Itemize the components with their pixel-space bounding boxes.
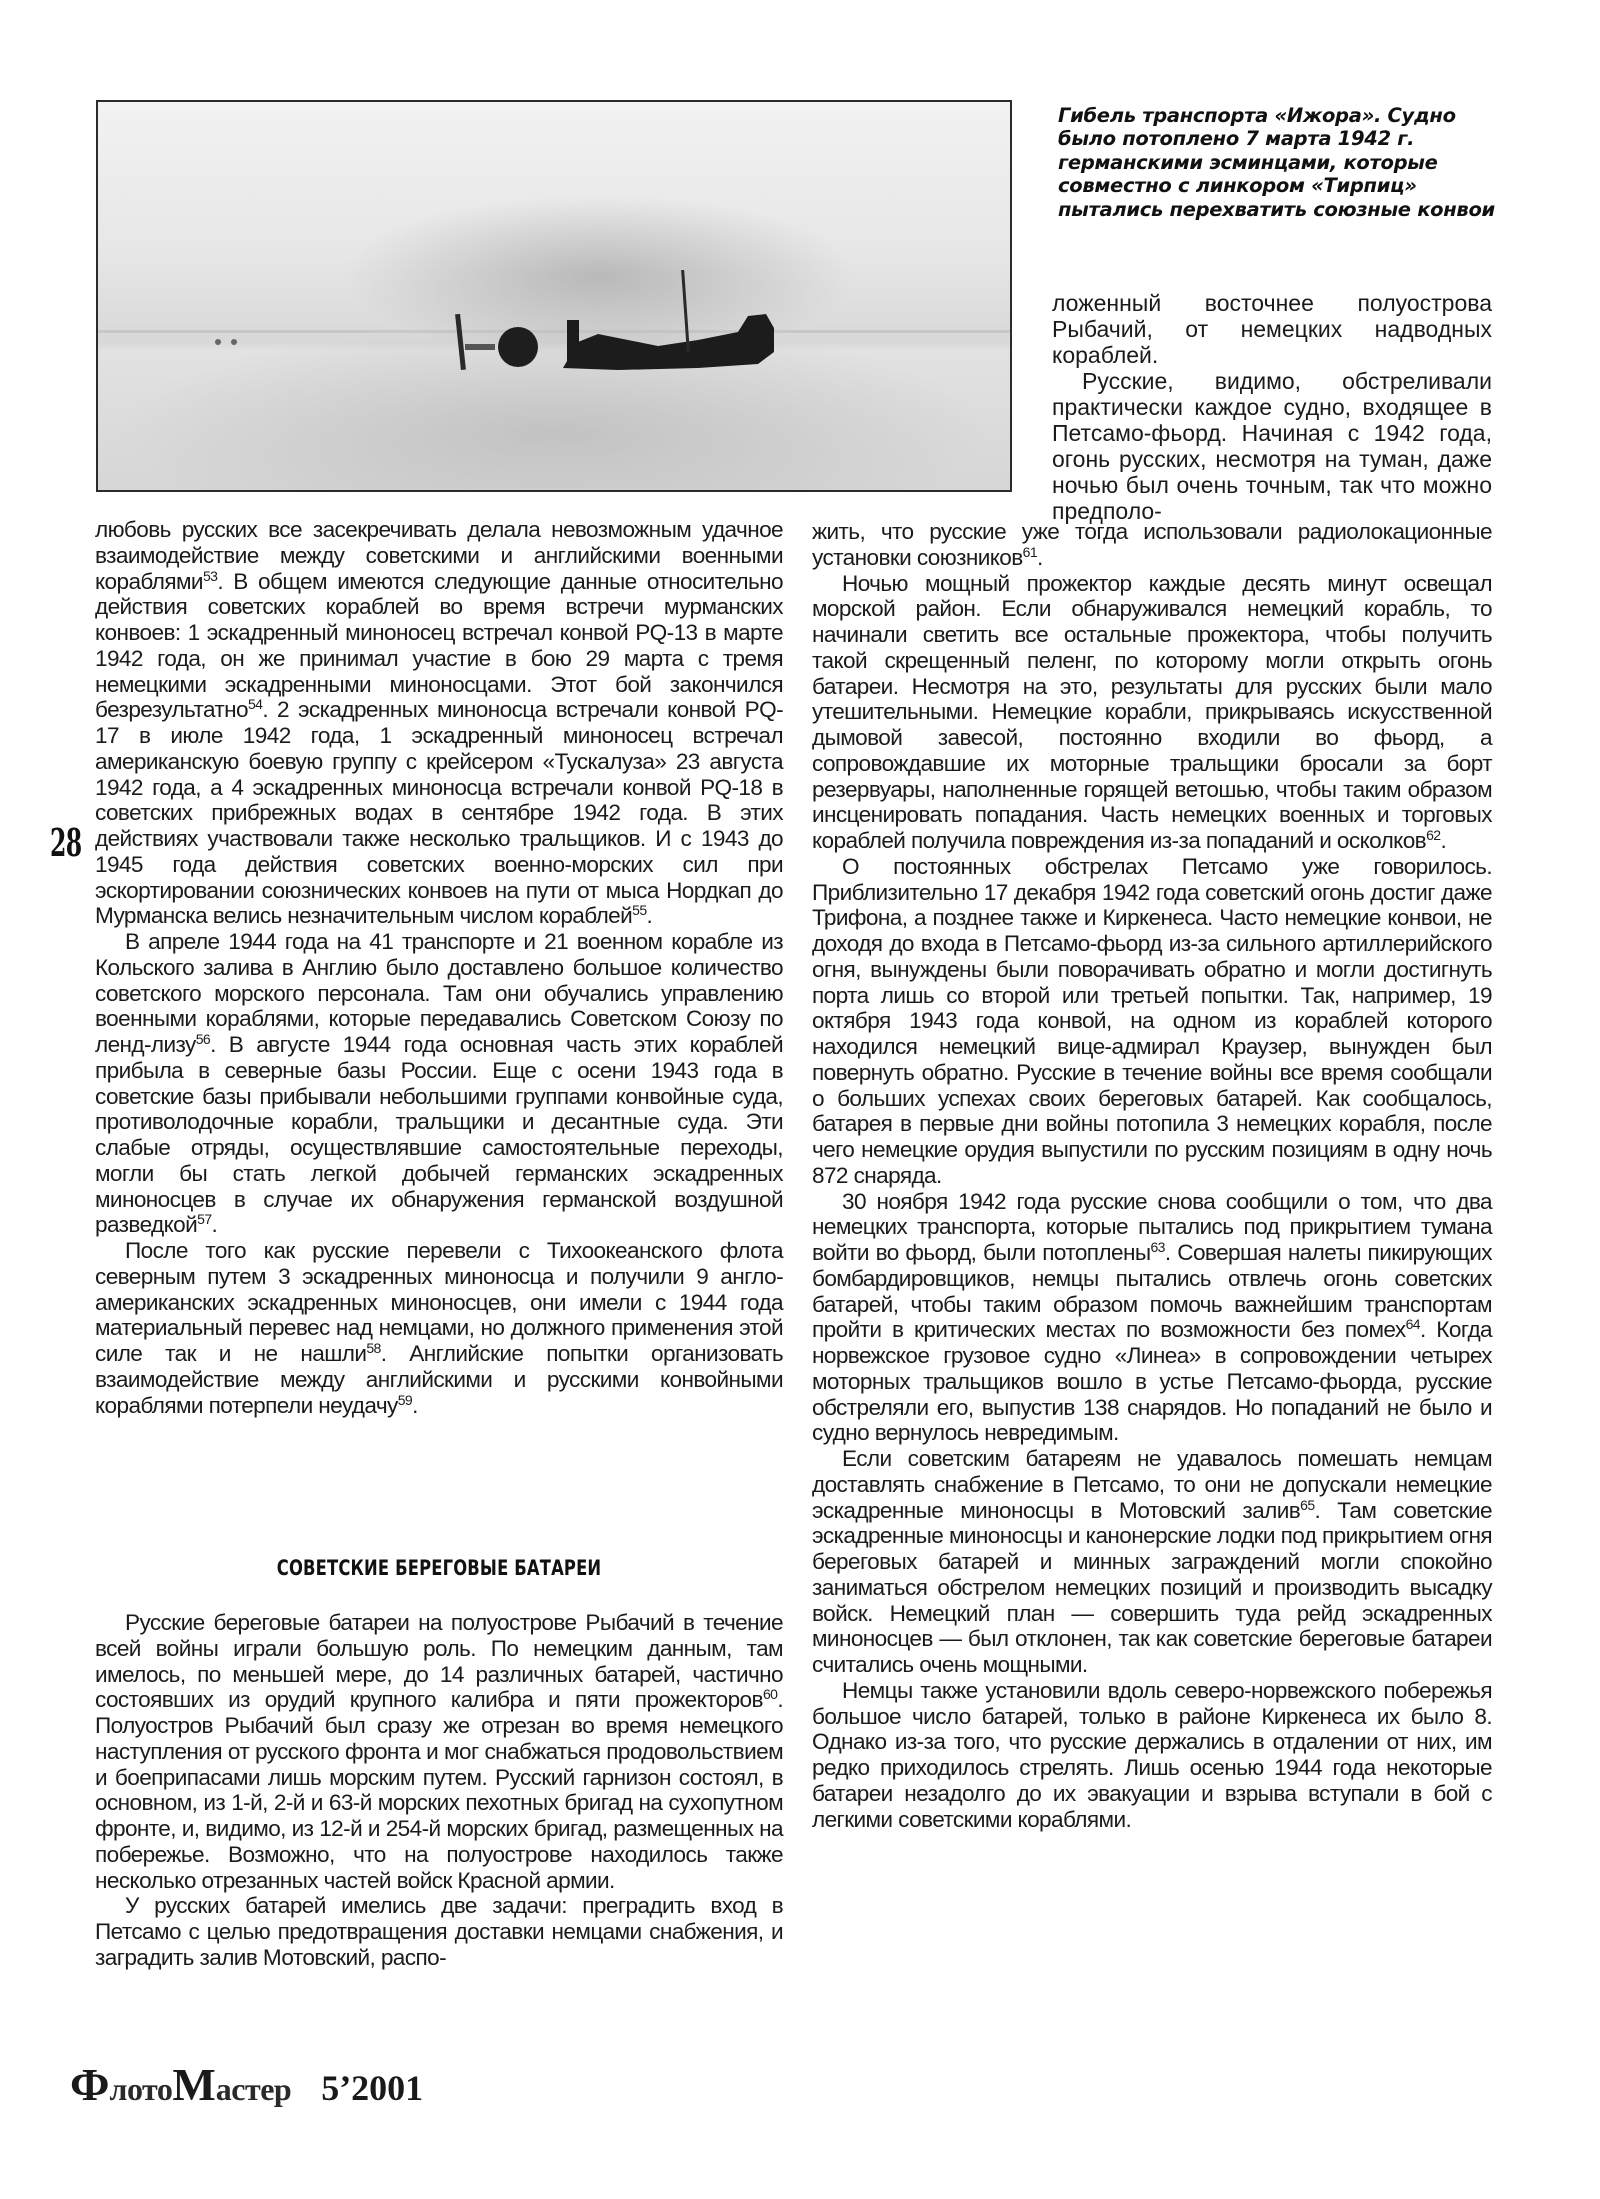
paragraph: 30 ноября 1942 года русские снова сообщили о том, что два немецких транспорта, которые пытались под прикрытием тумана войти во фьорд, были потоплены$^{63}$. Совершая налеты пикирующих бомбардировщиков, немцы пытались отвлечь огонь советских батарей, чтобы таким образом помочь важнейшим транспортам пройти в критических местах по возможности без помех$^{64}$. Когда норвежское грузовое судно «Линеа» в сопровождении четырех моторных тральщиков вошло в устье Петсамо-фьорда, русские обстреляли его, выпустив 138 снарядов. Но попаданий не было и судно вернулось невредимым. <box>812 1188 1492 1446</box>
sinking-ship-illustration <box>98 102 1010 490</box>
ship-sinking-photo <box>96 100 1012 492</box>
footnote-ref[interactable]: 59 <box>397 1391 413 1408</box>
footnote-ref[interactable]: 63 <box>1150 1239 1165 1255</box>
paragraph: любовь русских все засекречивать делала невозможным удачное взаимодействие между советскими и английскими военными кораблями$^{53}$. В общем имеются следующие данные относительно действия советских кораблей во время встречи мурманских конвоев: 1 эскадренный миноносец встречал конвой PQ-13 в марте 1942 года, он же принимал участие в бою 29 марта с тремя немецкими эскадренными миноносцами. Этот бой закончился безрезультатно$^{54}$. 2 эскадренных миноносца встречали конвой PQ-17 в июле 1942 года, 1 эскадренный миноносец встречал американскую боевую группу с крейсером «Тускалуза» 23 августа 1942 года, а 4 эскадренных миноносца встречали конвой PQ-18 в советских прибрежных водах в сентябре 1942 года. В этих действиях участвовали также несколько тральщиков. И с 1943 до 1945 года действия советских военно-морских сил при эскортировании союзнических конвоев на пути от мыса Нордкап до Мурманска велись незначительным числом кораблей$^{55}$. <box>95 517 783 929</box>
footnote-ref[interactable]: 54 <box>248 696 263 713</box>
paragraph: жить, что русские уже тогда использовали радиолокационные установки союзников$^{61}$. <box>812 519 1492 570</box>
magazine-logo-text: астер <box>215 2071 292 2107</box>
paragraph: О постоянных обстрелах Петсамо уже говорилось. Приблизительно 17 декабря 1942 года советский огонь достиг даже Трифона, а позднее также и Киркенеса. Часто немецкие конвои, не доходя до входа в Петсамо-фьорд из-за сильного артиллерийского огня, вынуждены были поворачивать обратно и могли достигнуть порта лишь со второй или третьей попытки. Так, например, 19 октября 1943 года конвой, на одном из кораблей которого находился немецкий вице-адмирал Краузер, вынужден был повернуть обратно. Русские в течение войны все время сообщали о больших успехах своих береговых батарей. Как сообщалось, батарея в первые дни войны потопила 3 немецких корабля, после чего немецкие орудия выпустили по русским позициям в одну ночь 872 снаряда. <box>812 853 1492 1188</box>
footnote-ref[interactable]: 57 <box>197 1211 212 1228</box>
footnote-ref[interactable]: 55 <box>632 902 647 919</box>
left-column-lower <box>95 1610 783 1971</box>
footnote-ref[interactable]: 60 <box>762 1686 778 1703</box>
magazine-logo-text: лото <box>109 2071 173 2107</box>
footnote-ref[interactable]: 53 <box>202 567 218 584</box>
magazine-logo-initial: М <box>172 2059 216 2110</box>
paragraph: Ночью мощный прожектор каждые десять минут освещал морской район. Если обнаруживался немецкий корабль, то начинали светить все остальные прожектора, чтобы получить такой скрещенный пеленг, по которому могли открыть огонь батареи. Несмотря на это, результаты для русских были мало утешительными. Немецкие корабли, прикрываясь искусственной дымовой завесой, постоянно входили во фьорд, а сопровождавшие их моторные тральщики бросали за борт резервуары, наполненные горящей ветошью, чтобы таким образом инсценировать попадания. Часть немецких военных и торговых кораблей получила повреждения из-за попаданий и осколков$^{62}$. <box>812 570 1492 853</box>
issue-number: 5’2001 <box>321 2068 424 2108</box>
photo-caption: Гибель транспорта «Ижора». Судно было потоплено 7 марта 1942 г. германскими эсминцами, которые совместно с линкором «Тирпиц» пытались перехватить союзные конвои <box>1058 104 1495 221</box>
paragraph: Немцы также установили вдоль северо-норвежского побережья большое число батарей, только в районе Киркенеса их было 8. Однако из-за того, что русские держались в отдалении от них, им редко приходилось стрелять. Лишь осенью 1944 года некоторые батареи незадолго до их эвакуации и взрыва вступали в бой с легкими советскими кораблями. <box>812 1677 1492 1832</box>
paragraph: В апреле 1944 года на 41 транспорте и 21 военном корабле из Кольского залива в Англию было доставлено большое количество советского морского персонала. Там они обучались управлению военными кораблями, которые передавались Советском Союзу по ленд-лизу$^{56}$. В августе 1944 года основная часть этих кораблей прибыла в северные базы России. Еще с осени 1943 года в советские базы прибывали небольшими группами конвойные суда, противолодочные корабли, тральщики и десантные суда. Эти слабые отряды, осуществлявшие самостоятельные переходы, могли бы стать легкой добычей германских эскадренных миноносцев в случае их обнаружения германской воздушной разведкой$^{57}$. <box>95 929 783 1238</box>
page-number: 28 <box>50 820 82 865</box>
paragraph: После того как русские перевели с Тихоокеанского флота северным путем 3 эскадренных миноносца и получили 9 англо-американских эскадренных миноносцев, они имели с 1944 года материальный перевес над немцами, но должного применения этой силе так и не нашли$^{58}$. Английские попытки организовать взаимодействие между английскими и русскими конвойными кораблями потерпели неудачу$^{59}$. <box>95 1238 783 1418</box>
magazine-footer <box>70 2058 423 2111</box>
paragraph: У русских батарей имелись две задачи: преградить вход в Петсамо с целью предотвращения доставки немцами снабжения, и заградить залив Мотовский, распо- <box>95 1893 783 1970</box>
section-heading: СОВЕТСКИЕ БЕРЕГОВЫЕ БАТАРЕИ <box>276 1556 602 1580</box>
footnote-ref[interactable]: 56 <box>195 1031 211 1047</box>
footnote-ref[interactable]: 64 <box>1405 1316 1420 1333</box>
paragraph: Если советским батареям не удавалось помешать немцам доставлять снабжение в Петсамо, то они не допускали немецкие эскадренные миноносцы в Мотовский залив$^{65}$. Там советские эскадренные миноносцы и канонерские лодки под прикрытием огня береговых батарей и минных заграждений могли спокойно заниматься обстрелом немецких позиций и производить высадку войск. Немецкий план — совершить туда рейд эскадренных миноносцев — был отклонен, так как советские береговые батареи считались очень мощными. <box>812 1446 1492 1677</box>
paragraph: ложенный восточнее полуострова Рыбачий, от немецких надводных кораблей. <box>1052 290 1492 368</box>
right-column-top <box>1052 290 1492 524</box>
footnote-ref[interactable]: 62 <box>1426 827 1441 843</box>
right-column <box>812 519 1492 1832</box>
paragraph: Русские, видимо, обстреливали практически каждое судно, входящее в Петсамо-фьорд. Начиная с 1942 года, огонь русских, несмотря на туман, даже ночью был очень точным, так что можно предполо- <box>1052 368 1492 524</box>
magazine-logo-initial: Ф <box>70 2059 110 2110</box>
footnote-ref[interactable]: 65 <box>1300 1496 1315 1513</box>
left-column <box>95 517 783 1418</box>
footnote-ref[interactable]: 61 <box>1022 543 1038 560</box>
paragraph: Русские береговые батареи на полуострове Рыбачий в течение всей войны играли большую роль. По немецким данным, там имелось, по меньшей мере, до 14 различных батарей, частично состоявших из орудий крупного калибра и пяти прожекторов$^{60}$. Полуостров Рыбачий был сразу же отрезан во время немецкого наступления от русского фронта и мог снабжаться продовольствием и боеприпасами лишь морским путем. Русский гарнизон состоял, в основном, из 1-й, 2-й и 63-й морских пехотных бригад на сухопутном фронте, и, видимо, из 12-й и 254-й морских бригад, размещенных на побережье. Возможно, что на полуострове находилось также несколько отрезанных частей войск Красной армии. <box>95 1610 783 1893</box>
footnote-ref[interactable]: 58 <box>366 1340 381 1356</box>
